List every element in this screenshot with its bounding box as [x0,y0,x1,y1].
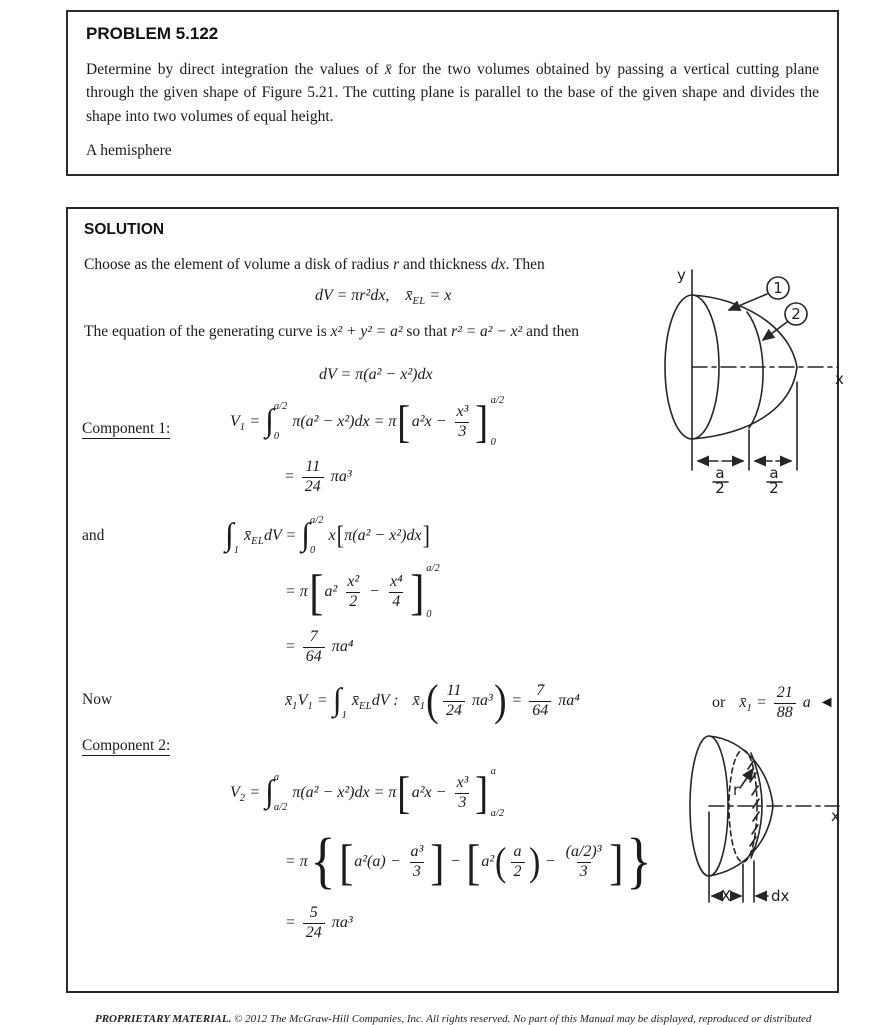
math-text: x̄ [351,692,359,709]
math-text: πa⁴ [327,638,354,655]
math-text: a²x − [411,413,451,430]
callout-2-number: 2 [791,305,801,323]
big-delimiter: ] [475,395,489,447]
math-text: x̄ [739,694,747,711]
math-text: a² [481,853,495,870]
fraction-denominator: 3 [455,793,469,812]
bracket-bounds [491,767,504,819]
curve-text: The equation of the generating curve is [84,323,331,340]
math-text: = [752,694,771,711]
integral [333,681,349,721]
fraction-numerator: (a/2)³ [565,842,602,860]
fraction [443,683,465,720]
math-subscript: EL [358,700,372,712]
intro-var-r: r [393,256,400,273]
fraction [453,404,471,441]
footer-text: © 2012 The McGraw-Hill Companies, Inc. All rights reserved. No part of this Manual may be displayed, reproduced or distributed [231,1013,812,1025]
big-delimiter: ] [409,564,425,620]
integral-lower-bound: a/2 [273,801,288,813]
big-delimiter: ( [495,839,507,884]
bracket-lower-bound: a/2 [490,807,505,819]
math-text: dV : [371,692,399,709]
math-text: x̄ [244,527,252,544]
math-upright-text: or [712,694,726,711]
fraction-numerator: x⁴ [389,572,403,590]
fraction [302,459,324,496]
fraction-numerator: 11 [305,457,321,475]
fraction-numerator: a³ [410,842,424,860]
equation-moment-integral [224,514,430,558]
radius-label: r [733,781,740,799]
fraction-numerator: 7 [536,681,545,699]
big-delimiter: [ [465,834,481,890]
y-axis-label: y [677,266,686,284]
fraction [529,683,551,720]
answer-x1 [712,683,835,723]
fraction-denominator: 3 [410,862,424,881]
dimX-label: X [720,887,732,905]
fraction-denominator: 3 [577,862,591,881]
problem-text-post: for the two volumes obtained by passing a vertical cutting plane through the given shape of Figure 5.21. The cutting plane is parallel to the base of the given shape and divides the shape into two volumes of equal height. [86,61,819,125]
equation-moment-eval [285,561,440,623]
component-2-text: Component 2: [82,737,171,754]
fraction [303,629,325,666]
callout-1-arrow [729,294,767,310]
solution-title: SOLUTION [84,221,165,238]
dim1-numerator: a [715,464,725,482]
fraction [453,775,471,812]
generating-curve-line [84,323,579,341]
math-text: x̄ [412,692,420,709]
math-text: = [285,638,300,655]
math-text: π(a² − x²)dx = π [292,784,397,801]
bracket-lower-bound: 0 [426,608,432,620]
equation-v2-result [285,901,353,945]
fraction-denominator: 24 [302,477,324,496]
fraction-denominator: 4 [389,592,403,611]
math-text: = [285,914,300,931]
integral-upper-bound: a/2 [273,401,288,412]
big-delimiter: [ [338,834,353,890]
math-subscript: 2 [239,792,246,804]
copyright-footer [95,1013,811,1025]
problem-statement [86,58,819,128]
dim2-numerator: a [769,464,779,482]
problem-text-math: x̄ [384,61,392,78]
solution-intro [84,256,545,274]
math-text: = x [425,287,452,304]
component-1-label [82,420,170,438]
math-text: − [365,583,384,600]
footer-proprietary: PROPRIETARY MATERIAL. [95,1013,232,1025]
callout-1-number: 1 [773,279,783,297]
x-axis-label: x [835,370,844,388]
fraction [344,574,362,611]
fraction [407,844,426,881]
math-text: = [284,468,299,485]
dimdx-label: dx [771,887,790,905]
fraction [303,905,325,942]
intro-text: and thickness [399,256,491,273]
integral-sign: ∫ [265,773,274,809]
fraction-denominator: 64 [529,701,551,720]
curve-text: and then [522,323,580,340]
math-text: a² [324,583,342,600]
equation-v1 [230,391,504,453]
problem-box [66,10,839,176]
math-subscript: EL [251,535,264,547]
math-text: πa⁴ [554,692,580,709]
math-text: = [313,692,332,709]
math-text: = [245,413,265,430]
evaluated-bracket [474,396,504,448]
fraction-denominator: 2 [511,862,525,881]
intro-text: Choose as the element of volume a disk of radius [84,256,394,273]
component-1-text: Component 1: [82,420,171,437]
fraction-denominator: 2 [346,592,360,611]
hemisphere-components-diagram [650,262,860,497]
fraction-numerator: x³ [456,773,469,791]
dim2-denominator: 2 [769,479,779,497]
math-text: π(a² − x²)dx [344,527,422,544]
radius-arrow [740,769,753,788]
fraction [387,574,406,611]
math-text: a [798,694,811,711]
math-text: a²x − [411,784,451,801]
math-text: = π [285,583,308,600]
evaluated-bracket [474,767,504,819]
fraction [563,844,605,881]
big-delimiter: ] [422,520,430,550]
big-delimiter: [ [309,564,324,620]
fraction-numerator: 11 [446,681,462,699]
math-text: = [507,692,527,709]
math-subscript: 1 [239,421,246,433]
math-text: a²(a) − [354,853,405,870]
math-subscript: EL [412,295,426,307]
bracket-lower-bound: 0 [490,436,496,448]
math-text: πa³ [326,468,352,485]
bracket-upper-bound: a [490,766,496,777]
solution-box [66,207,844,993]
fraction-numerator: a [513,842,522,860]
math-text: = π [285,853,308,870]
now-label: Now [82,691,113,708]
integral [265,402,289,442]
equation-v2-eval [285,827,654,897]
component-2-label [82,737,170,755]
integral-bounds [342,681,347,721]
fraction [774,685,796,722]
integral [301,516,325,556]
bracket-upper-bound: a/2 [426,563,440,574]
integral-lower-bound: 1 [233,544,240,556]
cut-plane-edge [747,312,763,428]
math-text: πa³ [467,692,493,709]
fraction-numerator: x² [347,572,360,590]
integral-sign: ∫ [301,516,311,552]
equation-dv2 [319,362,433,388]
math-subscript: 1 [746,702,752,714]
integral-lower-bound: 0 [273,430,280,442]
math-text: V [230,413,240,430]
fraction-numerator: 7 [309,627,318,645]
problem-title: PROBLEM 5.122 [86,24,219,43]
integral-upper-bound: a/2 [310,515,324,526]
big-delimiter: } [626,827,652,896]
problem-shape: A hemisphere [86,141,172,159]
math-subscript: 1 [292,700,298,712]
dim1-denominator: 2 [715,479,725,497]
big-delimiter: [ [397,766,411,818]
equation-centroid-1 [285,677,580,725]
integral-lower-bound: 1 [341,709,347,721]
and-label: and [82,527,105,544]
big-delimiter: [ [336,520,344,550]
fraction-numerator: 5 [309,903,318,921]
equation-v2 [230,762,504,824]
x-axis-label: x [831,807,840,825]
math-upright-text: ◄ [818,694,835,711]
integral-sign: ∫ [265,402,274,438]
curve-text: so that [402,323,452,340]
intro-var-dx: dx [490,256,506,273]
math-text: V [230,784,240,801]
math-text: x̄ [405,287,413,304]
math-text: x̄ [285,692,293,709]
curve-math-1: x² + y² = a² [330,323,403,340]
integral [265,773,289,813]
integral-bounds [234,516,239,556]
math-text: dV = πr²dx, [315,287,390,304]
math-subscript: 1 [307,700,314,712]
math-text: x [328,527,336,544]
math-text: dV = π(a² − x²)dx [319,366,433,383]
bracket-bounds [426,564,439,620]
integral-bounds [310,516,323,556]
big-delimiter: [ [397,395,411,447]
math-text: − [540,853,560,870]
big-delimiter: ) [528,839,540,884]
big-delimiter: { [310,827,336,896]
math-text: = [245,784,265,801]
integral-sign: ∫ [332,681,342,717]
math-text: dV = [263,527,301,544]
integral-bounds [274,773,287,813]
hemisphere-disk-element-diagram [657,728,857,928]
fraction-numerator: 21 [776,683,793,701]
math-text: V [297,692,308,709]
equation-dv [315,283,451,309]
big-delimiter: ] [475,766,489,818]
big-delimiter: ) [493,676,507,726]
math-text: π(a² − x²)dx = π [292,413,397,430]
integral-bounds [274,402,287,442]
integral-lower-bound: 0 [310,544,316,556]
fraction-denominator: 88 [774,703,796,722]
curve-math-2: r² = a² − x² [451,323,523,340]
intro-text: . Then [505,256,545,273]
fraction [511,844,525,881]
fraction-numerator: x³ [456,402,469,420]
math-subscript: 1 [419,700,426,712]
big-delimiter: ] [430,834,445,890]
evaluated-bracket [409,564,440,620]
fraction-denominator: 3 [455,422,469,441]
big-delimiter: ( [426,676,439,726]
bracket-bounds [491,396,504,448]
math-text: − [445,853,465,870]
problem-text-pre: Determine by direct integration the values of [86,61,385,78]
equation-moment-result [285,625,353,669]
math-text: πa³ [327,914,353,931]
bracket-upper-bound: a/2 [490,395,505,406]
equation-v1-result [284,455,352,499]
fraction-denominator: 64 [303,647,325,666]
integral-upper-bound: a [273,772,280,783]
big-delimiter: ] [608,834,623,890]
fraction-denominator: 24 [443,701,465,720]
integral-sign: ∫ [225,516,234,552]
integral [225,516,241,556]
fraction-denominator: 24 [303,923,325,942]
